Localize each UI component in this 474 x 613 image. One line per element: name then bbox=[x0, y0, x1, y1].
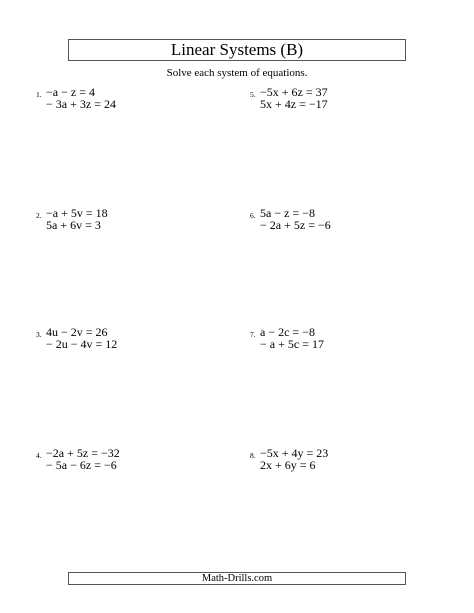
equation-1: −5x + 6z = 37 bbox=[260, 85, 328, 99]
equation-system bbox=[260, 448, 328, 471]
problem-number: 2. bbox=[36, 211, 42, 220]
equation-1: −a − z = 4 bbox=[46, 85, 95, 99]
equation-system bbox=[46, 87, 116, 110]
equation-system bbox=[46, 448, 120, 471]
equation-1: 5a − z = −8 bbox=[260, 206, 315, 220]
equation-2: − 3a + 3z = 24 bbox=[46, 96, 116, 111]
equation-1: −2a + 5z = −32 bbox=[46, 446, 120, 460]
problem-number: 8. bbox=[250, 451, 256, 460]
equation-2: 5a + 6v = 3 bbox=[46, 217, 101, 232]
worksheet-title: Linear Systems (B) bbox=[170, 40, 304, 59]
equation-2: − 2u − 4v = 12 bbox=[46, 336, 118, 351]
equation-system bbox=[260, 327, 324, 350]
problem-number: 6. bbox=[250, 211, 256, 220]
worksheet-title-box bbox=[68, 39, 406, 61]
problem-number: 3. bbox=[36, 330, 42, 339]
problem-number: 1. bbox=[36, 90, 42, 99]
equation-system bbox=[260, 87, 328, 110]
equation-1: −a + 5v = 18 bbox=[46, 206, 108, 220]
instructions: Solve each system of equations. bbox=[166, 67, 308, 79]
problem-number: 5. bbox=[250, 90, 256, 99]
equation-system bbox=[46, 327, 117, 350]
problem-number: 4. bbox=[36, 451, 42, 460]
footer-text: Math-Drills.com bbox=[201, 573, 273, 584]
equation-2: − 5a − 6z = −6 bbox=[46, 457, 117, 472]
equation-1: 4u − 2v = 26 bbox=[46, 325, 108, 339]
equation-1: a − 2c = −8 bbox=[260, 325, 315, 339]
equation-2: 5x + 4z = −17 bbox=[260, 96, 328, 111]
footer-box bbox=[68, 572, 406, 585]
equation-2: − a + 5c = 17 bbox=[260, 336, 324, 351]
equation-1: −5x + 4y = 23 bbox=[260, 446, 329, 460]
equation-2: 2x + 6y = 6 bbox=[260, 457, 316, 472]
equation-system bbox=[260, 208, 331, 231]
equation-system bbox=[46, 208, 108, 231]
problem-number: 7. bbox=[250, 330, 256, 339]
equation-2: − 2a + 5z = −6 bbox=[260, 217, 331, 232]
